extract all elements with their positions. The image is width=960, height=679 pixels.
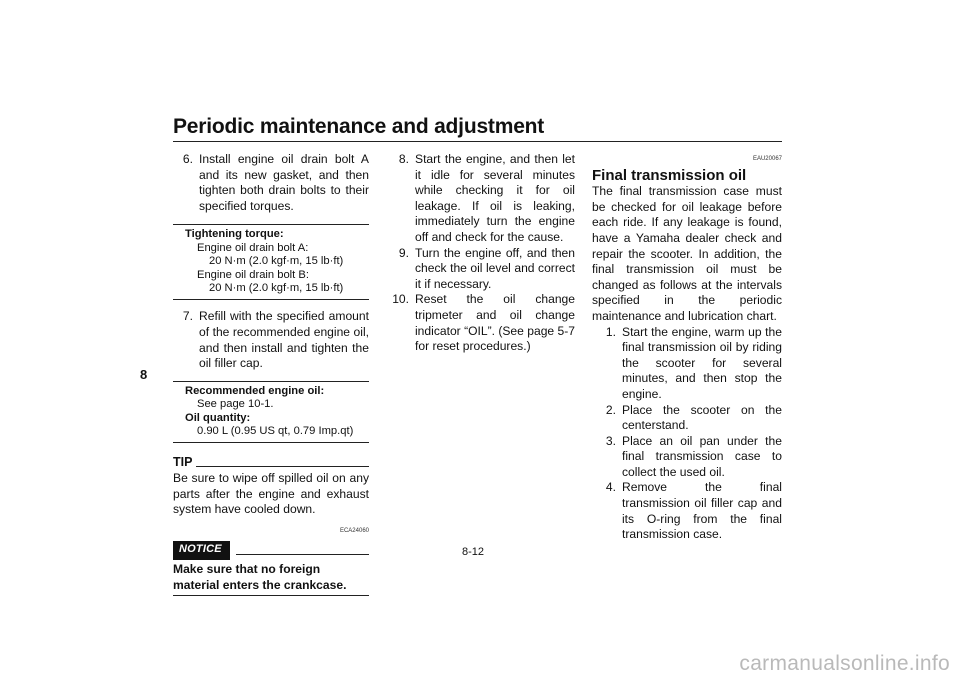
notice-header [173,541,369,560]
spec-title: Oil quantity: [185,411,251,424]
step-6 [173,152,369,214]
step-text: Start the engine, and then let it idle for several minutes while checking it for oil leakage. If oil is leaking, immediately turn the engine off and check for the cause. [415,152,575,244]
spec-title: Recommended engine oil: [185,384,325,397]
step-number: 3. [605,433,616,448]
tip-text: Be sure to wipe off spilled oil on any parts after the engine and exhaust system have cooled down. [173,471,369,517]
notice-text: Make sure that no foreign material enters the crankcase. [173,562,369,596]
step-2 [592,403,782,434]
step-number: 6. [182,152,193,166]
spec-value: 20 N·m (2.0 kgf·m, 15 lb·ft) [209,255,344,268]
spec-label: Engine oil drain bolt B: [197,268,309,281]
step-text: Install engine oil drain bolt A and its new gasket, and then tighten both drain bolts to their specified torques. [199,152,369,213]
step-number: 2. [605,402,616,417]
tip-header [173,455,369,471]
chapter-number: 8 [140,367,148,382]
notice-badge: NOTICE [173,541,230,560]
header-divider [173,141,782,142]
notice-divider [236,554,369,555]
section-steps [592,325,782,543]
step-1 [592,325,782,403]
step-text: Start the engine, warm up the final transmission oil by riding the scooter for several minutes, and then stop the engine. [622,324,782,401]
step-9 [385,246,575,293]
step-number: 7. [182,309,193,324]
step-number: 1. [605,324,616,339]
step-number: 9. [398,245,409,260]
step-text: Reset the oil change tripmeter and oil change indicator “OIL”. (See page 5-7 for reset procedures.) [415,292,575,354]
page-title: Periodic maintenance and adjustment [173,115,545,138]
column-1 [173,152,369,596]
column-3 [592,152,782,543]
notice-code: ECA24060 [339,527,369,534]
section-code: EAU20067 [752,156,782,162]
spec-label: Engine oil drain bolt A: [197,241,309,254]
step-text: Place the scooter on the centerstand. [622,402,782,433]
step-text: Refill with the specified amount of the recommended engine oil, and then install and tighten the oil filler cap. [199,309,369,371]
recommended-oil-box [173,381,369,444]
step-3 [592,434,782,481]
step-8 [385,152,575,246]
section-intro: The final transmission case must be checked for oil leakage before each ride. If any leakage is found, have a Yamaha dealer check and repair the scooter. In addition, the final transmission oil must be changed as follows at the intervals specified in the periodic maintenance and lubrication chart. [592,184,782,323]
step-text: Place an oil pan under the final transmission case to collect the used oil. [622,433,782,479]
spec-value: See page 10-1. [197,398,274,411]
tightening-torque-box [173,224,369,300]
step-number: 4. [605,480,616,495]
spec-value: 0.90 L (0.95 US qt, 0.79 Imp.qt) [197,425,354,437]
page-number: 8-12 [462,546,485,558]
step-4 [592,480,782,542]
step-7 [173,309,369,371]
step-text: Remove the final transmission oil filler cap and its O-ring from the final transmission case. [622,480,782,542]
tip-title: TIP [173,455,193,470]
step-number: 10. [392,292,409,307]
watermark: carmanualsonline.info [739,652,950,675]
section-title: Final transmission oil [592,166,747,184]
step-number: 8. [398,152,409,166]
spec-title: Tightening torque: [185,228,284,241]
step-10 [385,292,575,354]
spec-value: 20 N·m (2.0 kgf·m, 15 lb·ft) [209,282,344,294]
column-2 [385,152,575,355]
step-text: Turn the engine off, and then check the oil level and correct it if necessary. [415,245,575,291]
tip-divider [196,466,369,467]
